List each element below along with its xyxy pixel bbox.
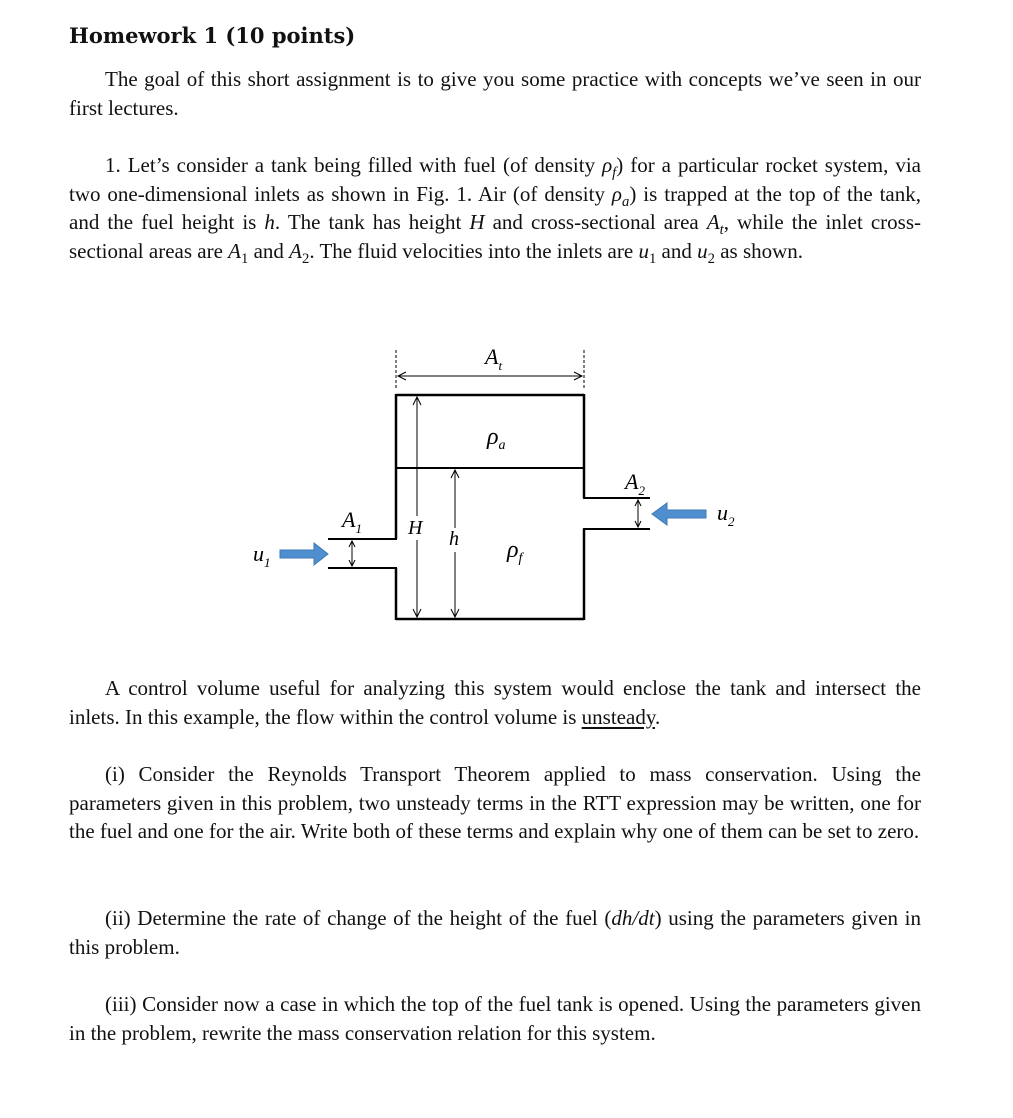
label-u1: $u_1$ (253, 541, 271, 570)
label-at: $A_t$ (485, 344, 503, 373)
tank-diagram (69, 328, 921, 628)
u1-flow-arrow (280, 543, 328, 565)
question-i-paragraph: (i) Consider the Reynolds Transport Theorem applied to mass conservation. Using the parameters given in this problem, two unsteady terms in the RTT expression may be written, one for the fuel and one for the air. Write both of these terms and explain why one of them can be set to zero. (69, 762, 921, 844)
label-u2: $u_2$ (717, 500, 735, 529)
question-ii-paragraph: (ii) Determine the rate of change of the height of the fuel (dh/dt) using the parameters given in this problem. (69, 906, 921, 959)
problem-1-paragraph: 1. Let’s consider a tank being filled with fuel (of density $\rho_f$) for a particular rocket system, via two one-dimensional inlets as shown in Fig. 1. Air (of density $\rho_a$) is trapped at the top of the tank, and the fuel height is h. The tank has height H and cross-sectional area $A_t$, while the inlet cross-sectional areas are $A_1$ and $A_2$. The fluid velocities into the inlets are $u_1$ and $u_2$ as shown. (69, 153, 922, 268)
tank-figure (69, 328, 921, 628)
question-iii-paragraph: (iii) Consider now a case in which the top of the fuel tank is opened. Using the parameters given in the problem, rewrite the mass conservation relation for this system. (69, 992, 921, 1045)
homework-title: Homework 1 (10 points) (69, 23, 356, 48)
label-H: H (408, 517, 423, 539)
label-a2: $A_2$ (625, 469, 645, 498)
label-rho-a: $\rho_a$ (487, 424, 506, 453)
label-a1: $A_1$ (342, 507, 362, 536)
intro-paragraph: The goal of this short assignment is to give you some practice with concepts we’ve seen in our first lectures. (69, 67, 921, 120)
control-volume-paragraph: A control volume useful for analyzing this system would enclose the tank and intersect the inlets. In this example, the flow within the control volume is unsteady. (69, 676, 921, 729)
u2-flow-arrow (652, 503, 706, 525)
label-h: h (449, 528, 459, 550)
label-rho-f: $\rho_f$ (507, 537, 523, 566)
